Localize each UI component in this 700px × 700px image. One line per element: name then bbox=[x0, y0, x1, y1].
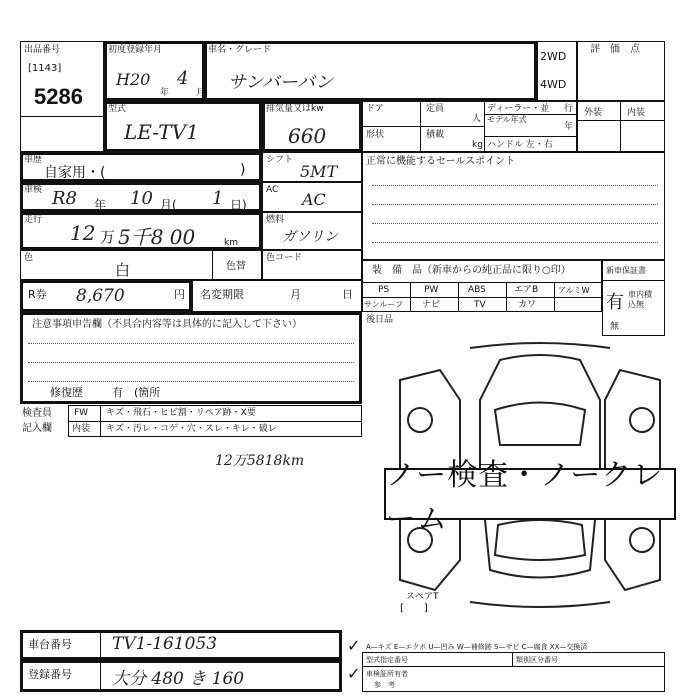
aftermarket-label: 後日品 bbox=[366, 315, 394, 325]
type-label: 型式 bbox=[108, 104, 127, 114]
check-mark-2: ✓ bbox=[347, 664, 361, 683]
handle-label: ハンドル 左・右 bbox=[487, 140, 553, 150]
type-value: LE-TV1 bbox=[124, 120, 199, 144]
ac-label: AC bbox=[266, 185, 279, 195]
color-code-label: 色コード bbox=[266, 253, 303, 263]
model-year-unit: 年 bbox=[564, 122, 574, 132]
capacity-label: 定員 bbox=[426, 104, 445, 114]
inspection-day-value: 1 bbox=[212, 188, 224, 209]
first-reg-tsuki: 月 bbox=[196, 88, 206, 98]
inspection-day: 日) bbox=[230, 198, 247, 212]
damage-legend: A—キズ E—エクボ U—凹み W—補修跡 S—サビ C—腐食 XX—交換済 bbox=[366, 643, 588, 651]
sales-point-label: 正常に機能するセールスポイント bbox=[366, 156, 516, 167]
inspection-label: 車検 bbox=[24, 185, 43, 195]
history-close: ) bbox=[240, 162, 246, 178]
first-reg-label: 初度登録年月 bbox=[108, 45, 163, 55]
recycle-unit: 円 bbox=[174, 288, 185, 301]
equip-tv: TV bbox=[474, 300, 486, 310]
rating-label: 評 価 点 bbox=[590, 44, 640, 55]
check-mark-1: ✓ bbox=[347, 636, 361, 655]
chassis-label: 車台番号 bbox=[28, 638, 72, 651]
mileage-unit: km bbox=[224, 238, 238, 248]
shape-label: 形状 bbox=[366, 130, 385, 140]
displacement-label: 排気量又はkw bbox=[266, 104, 324, 114]
mileage-label: 走行 bbox=[24, 215, 43, 225]
mileage-man: 万 bbox=[100, 228, 116, 246]
recycle-value: 8,670 bbox=[76, 286, 125, 306]
history-label: 車歴 bbox=[24, 155, 43, 165]
inspector-interior: 内装 bbox=[72, 424, 91, 434]
repair-value: 有 (箇所 bbox=[112, 386, 161, 399]
equip-airbag: エアB bbox=[514, 285, 539, 295]
plate-value: 大分 480 き 160 bbox=[112, 669, 245, 689]
first-reg-month: 4 bbox=[177, 68, 189, 89]
fuel-value: ガソリン bbox=[282, 229, 338, 245]
fuel-label: 燃料 bbox=[266, 215, 285, 225]
color-change-label: 色替 bbox=[226, 261, 246, 272]
inspector-handwritten: 12万5818km bbox=[215, 453, 305, 469]
name-change-day: 日 bbox=[342, 288, 353, 301]
model-grade-label: 車名・グレード bbox=[208, 45, 272, 55]
equip-abs: ABS bbox=[468, 285, 486, 295]
equip-leather: カワ bbox=[518, 300, 537, 310]
model-year-label: モデル年式 bbox=[487, 115, 527, 124]
equip-alloy: アルミW bbox=[558, 286, 590, 295]
lot-code: [1143] bbox=[28, 63, 62, 74]
inspector-interior-items: キズ・汚レ・コゲ・穴・スレ・キレ・破レ bbox=[106, 424, 277, 434]
no-inspection-stamp: ノー検査・ノークレーム bbox=[384, 468, 676, 520]
plate-label: 登録番号 bbox=[28, 668, 72, 681]
form-c: 車検証所有者 bbox=[366, 670, 408, 678]
equip-sunroof: サンルーフ bbox=[364, 300, 403, 309]
warranty-no: 無 bbox=[610, 322, 620, 332]
inspector-fw: FW bbox=[74, 408, 89, 418]
lot-box-lower bbox=[20, 101, 104, 152]
door-label: ドア bbox=[366, 104, 384, 114]
inspector-fw-items: キズ・飛石・ヒビ割・リペア跡・X要 bbox=[106, 408, 256, 418]
mileage-rest: 5千8 00 bbox=[118, 225, 196, 249]
shift-value: 5MT bbox=[300, 162, 338, 181]
equip-ps: PS bbox=[378, 285, 390, 295]
lot-number: 5286 bbox=[34, 84, 83, 109]
ac-value: AC bbox=[302, 190, 326, 209]
repair-label: 修復歴 bbox=[50, 386, 83, 399]
exterior-label: 外装 bbox=[584, 108, 603, 118]
color-value: 白 bbox=[115, 261, 131, 279]
displacement-value: 660 bbox=[288, 124, 327, 148]
inspector-label-b: 記入欄 bbox=[22, 423, 52, 434]
inspector-label-a: 検査員 bbox=[22, 408, 52, 419]
equipment-title: 装 備 品（新車からの純正品に限り○印） bbox=[372, 265, 571, 276]
load-label: 積載 bbox=[426, 130, 445, 140]
inspection-month: 月( bbox=[160, 198, 177, 212]
shift-label: シフト bbox=[266, 155, 294, 165]
recycle-label: R券 bbox=[28, 288, 47, 301]
inspection-era: R8 bbox=[52, 188, 78, 209]
capacity-unit: 人 bbox=[472, 114, 482, 124]
equip-navi: ナビ bbox=[422, 300, 441, 310]
history-value: 自家用・( bbox=[44, 165, 106, 181]
dealer-row: 行 bbox=[564, 104, 574, 114]
mileage-man-value: 12 bbox=[70, 221, 96, 245]
model-name: サンバーバン bbox=[228, 72, 333, 93]
load-unit: kg bbox=[472, 140, 483, 150]
name-change-month: 月 bbox=[290, 288, 301, 301]
spare-bracket: [ ] bbox=[400, 603, 428, 614]
inspection-year: 年 bbox=[94, 198, 107, 212]
warranty-note: 車内積込無 bbox=[628, 290, 652, 309]
chassis-value: TV1-161053 bbox=[112, 634, 218, 654]
sales-point-box bbox=[362, 152, 665, 260]
drive-2wd: 2WD bbox=[540, 50, 567, 63]
drive-4wd: 4WD bbox=[540, 78, 567, 91]
form-b: 類別区分番号 bbox=[516, 656, 558, 664]
inspection-month-value: 10 bbox=[130, 188, 153, 209]
name-change-label: 名変期限 bbox=[200, 288, 244, 301]
spare-label: スペアT bbox=[406, 592, 439, 602]
form-sub: 参 考 bbox=[374, 681, 395, 689]
dealer-label: ディーラー・並 bbox=[487, 104, 550, 114]
equip-pw: PW bbox=[424, 285, 439, 295]
notes-title: 注意事項申告欄（不具合内容等は具体的に記入して下さい） bbox=[32, 319, 302, 330]
color-label: 色 bbox=[24, 253, 34, 263]
lot-label: 出品番号 bbox=[24, 45, 61, 55]
form-a: 型式指定番号 bbox=[366, 656, 408, 664]
warranty-yes: 有 bbox=[606, 292, 624, 313]
first-reg-nen: 年 bbox=[160, 88, 170, 98]
interior-label: 内装 bbox=[627, 108, 646, 118]
warranty-label: 新車保証書 bbox=[606, 266, 646, 275]
first-reg-year: H20 bbox=[116, 70, 151, 89]
